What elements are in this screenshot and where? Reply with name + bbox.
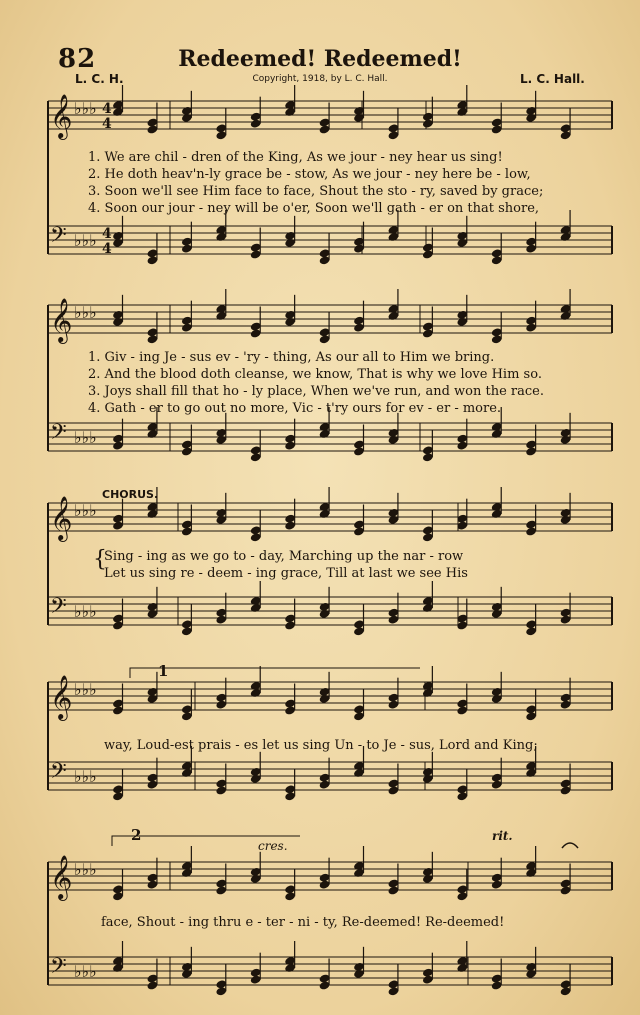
key-signature: ♭♭♭ [74, 428, 97, 447]
verse-3-line-a: 3. Soon we'll see Him face to face, Shout the sto - ry, saved by grace; [88, 184, 544, 199]
key-signature: ♭♭♭ [74, 680, 97, 699]
bass-clef: 𝄢 [50, 594, 67, 624]
verse-3-line-b: 3. Joys shall fill that ho - ly place, When we've run, and won the race. [88, 384, 544, 399]
key-signature: ♭♭♭ [74, 860, 97, 879]
bass-clef: 𝄢 [50, 420, 67, 450]
treble-clef: 𝄞 [50, 298, 73, 342]
chorus-line-4: face, Shout - ing thru e - ter - ni - ty, Re-deemed! Re-deemed! [101, 915, 505, 930]
first-ending-bracket [130, 668, 420, 678]
hymn-title: Redeemed! Redeemed! [178, 46, 462, 72]
bass-clef: 𝄢 [50, 223, 67, 253]
key-signature: ♭♭♭ [74, 602, 97, 621]
key-signature: ♭♭♭ [74, 303, 97, 322]
crescendo-marking: cres. [258, 839, 288, 853]
chorus-label: CHORUS. [102, 488, 159, 501]
fermata [562, 843, 578, 848]
time-signature-top: 4 [102, 101, 112, 117]
treble-clef: 𝄞 [50, 496, 73, 540]
second-ending-number: 2 [131, 826, 142, 844]
verse-2-line-a: 2. He doth heav'n-ly grace be - stow, As we jour - ney here be - low, [88, 167, 531, 182]
bass-clef: 𝄢 [50, 954, 67, 984]
verse-4-line-b: 4. Gath - er to go out no more, Vic - t'ry ours for ev - er - more. [88, 401, 502, 416]
music-author: L. C. Hall. [520, 72, 585, 86]
verse-2-line-b: 2. And the blood doth cleanse, we know, That is why we love Him so. [88, 367, 542, 382]
chorus-line-2: Let us sing re - deem - ing grace, Till at last we see His [104, 566, 468, 581]
words-author: L. C. H. [75, 72, 124, 86]
treble-clef: 𝄞 [50, 855, 73, 899]
key-signature: ♭♭♭ [74, 501, 97, 520]
chorus-brace: { [93, 547, 107, 572]
chorus-line-3: way, Loud-est prais - es let us sing Un - to Je - sus, Lord and King; [104, 738, 538, 753]
key-signature: ♭♭♭ [74, 962, 97, 981]
verse-1-line-b: 1. Giv - ing Je - sus ev - 'ry - thing, As our all to Him we bring. [88, 350, 495, 365]
ritardando-marking: rit. [492, 829, 513, 843]
time-signature-top: 4 [102, 226, 112, 242]
key-signature: ♭♭♭ [74, 767, 97, 786]
treble-clef: 𝄞 [50, 94, 73, 138]
time-signature-bottom: 4 [102, 241, 112, 257]
key-signature: ♭♭♭ [74, 99, 97, 118]
bass-clef: 𝄢 [50, 759, 67, 789]
verse-1-line-a: 1. We are chil - dren of the King, As we jour - ney hear us sing! [88, 150, 503, 165]
key-signature: ♭♭♭ [74, 231, 97, 250]
chorus-line-1: Sing - ing as we go to - day, Marching up the nar - row [104, 549, 464, 564]
hymn-number: 82 [58, 44, 97, 74]
treble-clef: 𝄞 [50, 675, 73, 719]
first-ending-number: 1 [158, 662, 169, 680]
copyright-notice: Copyright, 1918, by L. C. Hall. [252, 74, 388, 84]
time-signature-bottom: 4 [102, 116, 112, 132]
verse-4-line-a: 4. Soon our jour - ney will be o'er, Soon we'll gath - er on that shore, [88, 201, 540, 216]
